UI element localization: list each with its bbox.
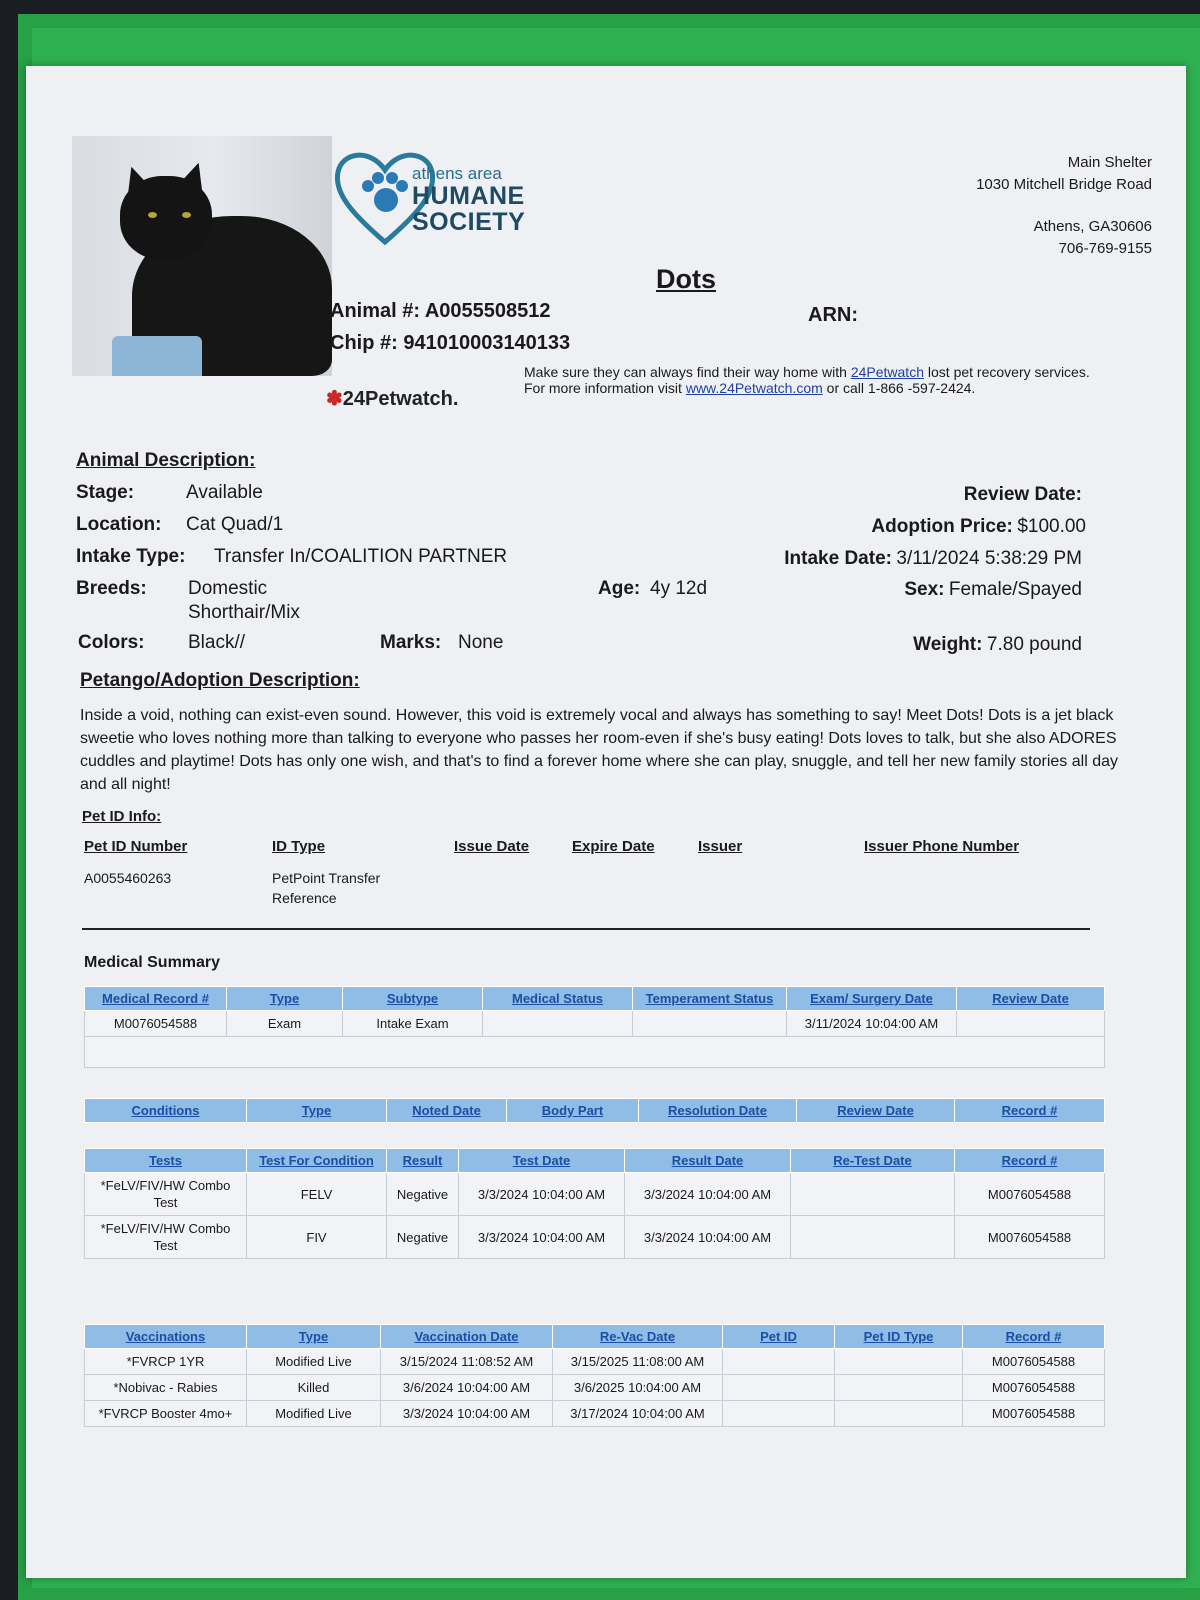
col-type: Type <box>247 1325 381 1349</box>
pet-id-info-title: Pet ID Info: <box>82 808 162 825</box>
col-exam-surgery-date: Exam/ Surgery Date <box>787 987 957 1011</box>
cell: Killed <box>247 1375 381 1401</box>
breeds-label: Breeds: <box>76 578 147 599</box>
medical-records-header <box>85 987 1105 1011</box>
tests-table <box>84 1148 1105 1259</box>
pet-id-header-issuer: Issuer <box>698 838 743 855</box>
cell: M0076054588 <box>963 1375 1105 1401</box>
col-record: Record # <box>963 1325 1105 1349</box>
cell: Modified Live <box>247 1349 381 1375</box>
cell <box>483 1011 633 1037</box>
table-row <box>85 1216 1105 1259</box>
adoption-description-title: Petango/Adoption Description: <box>80 670 360 691</box>
conditions-header <box>85 1099 1105 1123</box>
cell <box>723 1401 835 1427</box>
cell: FIV <box>247 1216 387 1259</box>
breeds-value-line1: Domestic <box>188 578 268 599</box>
colors-label: Colors: <box>78 632 145 653</box>
petwatch-website-link[interactable]: www.24Petwatch.com <box>685 380 823 396</box>
weight <box>913 634 1082 656</box>
cell <box>835 1375 963 1401</box>
col-type: Type <box>227 987 343 1011</box>
pet-id-type-line2: Reference <box>272 890 337 906</box>
col-test-for-condition: Test For Condition <box>247 1149 387 1173</box>
logo-line-2: HUMANE <box>412 182 525 210</box>
sex-label: Sex: <box>904 579 945 600</box>
sex-value: Female/Spayed <box>948 579 1082 600</box>
table-row <box>85 1011 1105 1037</box>
cell: Negative <box>387 1173 459 1216</box>
cell: Intake Exam <box>343 1011 483 1037</box>
col-subtype: Subtype <box>343 987 483 1011</box>
medical-records-table <box>84 986 1105 1068</box>
col-test-date: Test Date <box>459 1149 625 1173</box>
pet-id-type-line1: PetPoint Transfer <box>272 870 381 886</box>
logo-line-1: athens area <box>412 164 502 183</box>
cell: *Nobivac - Rabies <box>85 1375 247 1401</box>
cell: 3/15/2025 11:08:00 AM <box>553 1349 723 1375</box>
shelter-phone: 706-769-9155 <box>1058 240 1152 257</box>
weight-label: Weight: <box>913 634 983 655</box>
cell: M0076054588 <box>963 1401 1105 1427</box>
petwatch-text-1: Make sure they can always find their way home with <box>524 364 847 380</box>
intake-date-value: 3/11/2024 5:38:29 PM <box>896 548 1082 569</box>
table-row <box>85 1173 1105 1216</box>
animal-number: Animal #: A0055508512 <box>330 300 551 322</box>
cell <box>957 1011 1105 1037</box>
medical-summary-title: Medical Summary <box>84 954 221 971</box>
col-conditions: Conditions <box>85 1099 247 1123</box>
petwatch-text-2: lost pet recovery services. For more information visit <box>524 364 1090 396</box>
cell <box>835 1401 963 1427</box>
pet-id-header-number: Pet ID Number <box>84 838 188 855</box>
cell: M0076054588 <box>955 1173 1105 1216</box>
col-review-date: Review Date <box>957 987 1105 1011</box>
cell: 3/3/2024 10:04:00 AM <box>625 1173 791 1216</box>
cell: M0076054588 <box>85 1011 227 1037</box>
stage-value: Available <box>186 482 263 503</box>
divider <box>82 928 1090 930</box>
col-revac-date: Re-Vac Date <box>553 1325 723 1349</box>
cell: M0076054588 <box>955 1216 1105 1259</box>
cell: 3/17/2024 10:04:00 AM <box>553 1401 723 1427</box>
petwatch-logo-text: 24Petwatch. <box>342 388 459 410</box>
tests-header <box>85 1149 1105 1173</box>
adoption-price-value: $100.00 <box>1017 516 1086 537</box>
col-record: Record # <box>955 1099 1105 1123</box>
pet-name: Dots <box>656 264 716 294</box>
cell: M0076054588 <box>963 1349 1105 1375</box>
cell: FELV <box>247 1173 387 1216</box>
col-temperament-status: Temperament Status <box>633 987 787 1011</box>
cell <box>723 1375 835 1401</box>
shelter-name: Main Shelter <box>1067 154 1152 171</box>
cell: *FVRCP Booster 4mo+ <box>85 1401 247 1427</box>
intake-date <box>784 548 1082 570</box>
pet-id-number: A0055460263 <box>84 870 172 886</box>
age-label: Age: <box>598 578 641 599</box>
col-vaccinations: Vaccinations <box>85 1325 247 1349</box>
petwatch-text-3: or call 1-866 -597-2424. <box>826 380 976 396</box>
cell: *FeLV/FIV/HW Combo Test <box>85 1173 247 1216</box>
col-body-part: Body Part <box>507 1099 639 1123</box>
col-pet-id-type: Pet ID Type <box>835 1325 963 1349</box>
cell: 3/6/2024 10:04:00 AM <box>381 1375 553 1401</box>
breeds-value-line2: Shorthair/Mix <box>188 602 300 623</box>
intake-date-label: Intake Date: <box>784 548 892 569</box>
cell <box>791 1216 955 1259</box>
paw-icon: ✽ <box>326 388 343 410</box>
col-result: Result <box>387 1149 459 1173</box>
col-review-date: Review Date <box>797 1099 955 1123</box>
cell: 3/3/2024 10:04:00 AM <box>459 1173 625 1216</box>
pet-id-header-type: ID Type <box>272 838 326 855</box>
col-record: Record # <box>955 1149 1105 1173</box>
marks-label: Marks: <box>380 632 442 653</box>
petwatch-logo <box>326 386 458 411</box>
cell: Modified Live <box>247 1401 381 1427</box>
shelter-city: Athens, GA30606 <box>1033 218 1152 235</box>
age-value: 4y 12d <box>650 578 708 599</box>
col-type: Type <box>247 1099 387 1123</box>
stage-label: Stage: <box>76 482 135 503</box>
col-tests: Tests <box>85 1149 247 1173</box>
cell: 3/11/2024 10:04:00 AM <box>787 1011 957 1037</box>
humane-society-logo <box>330 142 530 252</box>
location-value: Cat Quad/1 <box>186 514 284 535</box>
pet-id-header-issue-date: Issue Date <box>454 838 530 855</box>
cat-photo <box>72 136 332 376</box>
table-row <box>85 1375 1105 1401</box>
cell <box>791 1173 955 1216</box>
intake-type-value: Transfer In/COALITION PARTNER <box>214 546 508 567</box>
cell <box>633 1011 787 1037</box>
arn-label: ARN: <box>808 304 858 326</box>
cell: 3/15/2024 11:08:52 AM <box>381 1349 553 1375</box>
cell <box>723 1349 835 1375</box>
petwatch-notice <box>524 364 1104 396</box>
adoption-sheet <box>26 66 1186 1578</box>
col-medical-record: Medical Record # <box>85 987 227 1011</box>
col-pet-id: Pet ID <box>723 1325 835 1349</box>
cell: 3/6/2025 10:04:00 AM <box>553 1375 723 1401</box>
table-row <box>85 1401 1105 1427</box>
cell: 3/3/2024 10:04:00 AM <box>459 1216 625 1259</box>
review-date-label: Review Date: <box>963 484 1082 505</box>
location-label: Location: <box>76 514 162 535</box>
shelter-street: 1030 Mitchell Bridge Road <box>976 176 1152 193</box>
vaccinations-table <box>84 1324 1105 1427</box>
marks-value: None <box>458 632 504 653</box>
cell: *FeLV/FIV/HW Combo Test <box>85 1216 247 1259</box>
cell: Negative <box>387 1216 459 1259</box>
col-medical-status: Medical Status <box>483 987 633 1011</box>
table-row <box>85 1037 1105 1068</box>
adoption-description-text: Inside a void, nothing can exist-even sound. However, this void is extremely vocal and always has something to say! Meet Dots! Dots is a jet black sweetie who loves nothing more than talking to everyone who passes her room-even if she's busy eating! Dots loves to talk, but she also ADORES cuddles and playtime! Dots has only one wish, and that's to find a forever home where she can play, snuggle, and tell her new family stories all day and all night! <box>80 707 1118 793</box>
table-row <box>85 1349 1105 1375</box>
sex <box>904 579 1082 601</box>
col-resolution-date: Resolution Date <box>639 1099 797 1123</box>
col-retest-date: Re-Test Date <box>791 1149 955 1173</box>
logo-line-3: SOCIETY <box>412 208 526 236</box>
col-noted-date: Noted Date <box>387 1099 507 1123</box>
cell: Exam <box>227 1011 343 1037</box>
animal-description-title: Animal Description: <box>76 450 256 471</box>
chip-number: Chip #: 941010003140133 <box>330 332 571 354</box>
pet-id-header-expire-date: Expire Date <box>572 838 655 855</box>
conditions-table <box>84 1098 1105 1123</box>
vaccinations-header <box>85 1325 1105 1349</box>
intake-type-label: Intake Type: <box>76 546 186 567</box>
pet-id-header-issuer-phone: Issuer Phone Number <box>864 838 1020 855</box>
adoption-price <box>871 516 1086 538</box>
weight-value: 7.80 pound <box>986 634 1082 655</box>
cell <box>835 1349 963 1375</box>
cell: 3/3/2024 10:04:00 AM <box>625 1216 791 1259</box>
adoption-price-label: Adoption Price: <box>871 516 1013 537</box>
col-vaccination-date: Vaccination Date <box>381 1325 553 1349</box>
colors-value: Black// <box>188 632 246 653</box>
col-result-date: Result Date <box>625 1149 791 1173</box>
petwatch-link[interactable]: 24Petwatch <box>850 364 924 380</box>
cell: 3/3/2024 10:04:00 AM <box>381 1401 553 1427</box>
cell: *FVRCP 1YR <box>85 1349 247 1375</box>
shelter-address <box>892 152 1152 260</box>
